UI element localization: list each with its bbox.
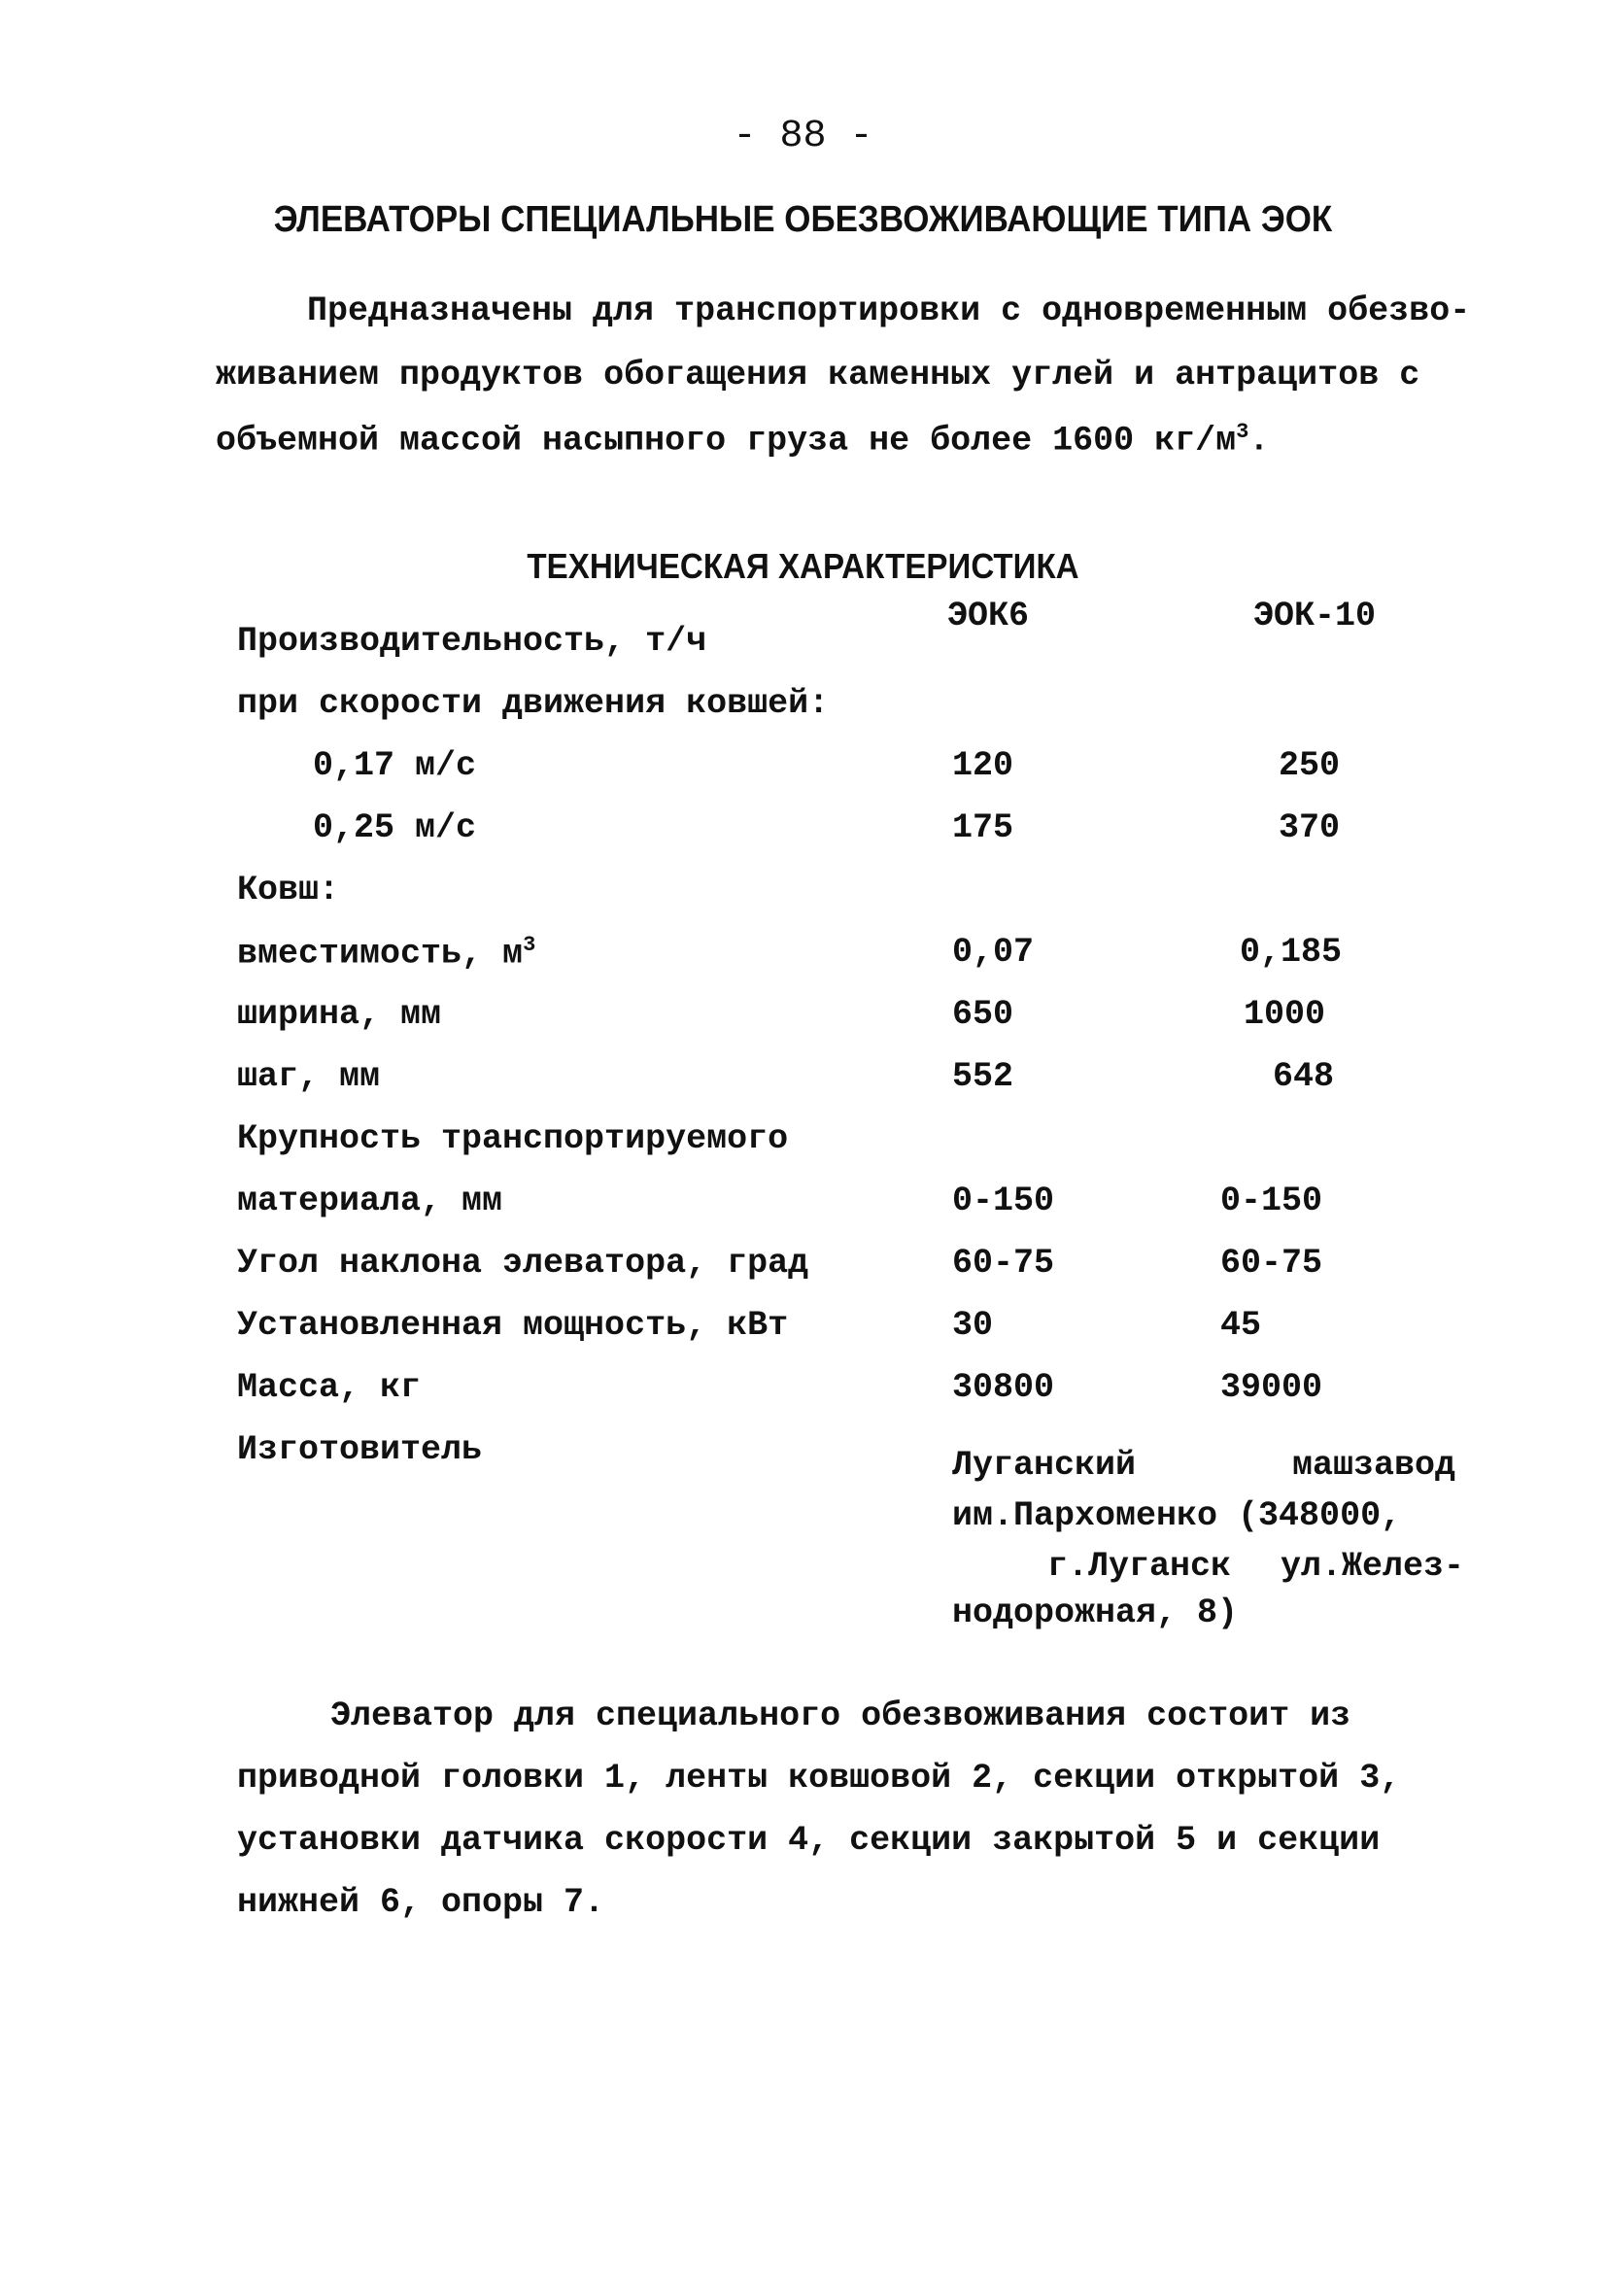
spec-row-label bbox=[313, 746, 476, 785]
intro-line-3-end: . bbox=[1248, 421, 1270, 461]
spec-row-label-text: Установленная мощность, кВт bbox=[237, 1306, 789, 1345]
spec-row-label-text: Угол наклона элеватора, град bbox=[237, 1244, 809, 1283]
spec-cell-eok10: 648 bbox=[1273, 1057, 1335, 1096]
document-title: ЭЛЕВАТОРЫ СПЕЦИАЛЬНЫЕ ОБЕЗВОЖИВАЮЩИЕ ТИПА ЭОК bbox=[273, 199, 1333, 240]
spec-row-label-text: Изготовитель bbox=[237, 1430, 483, 1469]
spec-cell-eok6: 0-150 bbox=[952, 1182, 1055, 1220]
spec-row-label-text: вместимость, м bbox=[237, 934, 524, 974]
description-line-1: Элеватор для специального обезвоживания состоит из bbox=[330, 1696, 1351, 1735]
spec-cell-eok6: 175 bbox=[952, 808, 1014, 847]
spec-cell-eok10: 60-75 bbox=[1220, 1244, 1323, 1283]
spec-cell-eok6: 552 bbox=[952, 1057, 1014, 1096]
manufacturer-line-1a: Луганский bbox=[952, 1446, 1137, 1485]
manufacturer-line-4: нодорожная, 8) bbox=[952, 1593, 1239, 1632]
spec-row-label bbox=[237, 1306, 788, 1345]
spec-row-label bbox=[237, 1244, 808, 1283]
intro-line-3-sup: 3 bbox=[1236, 420, 1249, 444]
manufacturer-line-3b: ул.Желез- bbox=[1281, 1547, 1465, 1586]
description-line-3: установки датчика скорости 4, секции закрытой 5 и секции bbox=[237, 1821, 1381, 1860]
page-number: - 88 - bbox=[733, 115, 873, 158]
spec-row-label-text: Масса, кг bbox=[237, 1368, 422, 1407]
spec-cell-eok6: 30800 bbox=[952, 1368, 1055, 1407]
spec-cell-eok6: 120 bbox=[952, 746, 1014, 785]
spec-row-label-sup: 3 bbox=[523, 933, 536, 957]
spec-row-label-text: Крупность транспортируемого bbox=[237, 1119, 789, 1158]
spec-cell-eok10: 370 bbox=[1279, 808, 1341, 847]
spec-cell-eok10: 0-150 bbox=[1220, 1182, 1323, 1220]
manufacturer-line-3a: г.Луганск bbox=[1047, 1547, 1232, 1586]
spec-row-label-text: материала, мм bbox=[237, 1182, 503, 1220]
spec-row-label-text: Производительность, т/ч bbox=[237, 622, 707, 661]
spec-row-label bbox=[237, 684, 829, 723]
spec-row-label bbox=[237, 622, 706, 661]
description-line-2: приводной головки 1, ленты ковшовой 2, секции открытой 3, bbox=[237, 1759, 1401, 1798]
spec-row-label bbox=[237, 1119, 788, 1158]
manufacturer-line-1b: машзавод bbox=[1292, 1446, 1456, 1485]
spec-row-label bbox=[237, 871, 339, 909]
spec-cell-eok10: 250 bbox=[1279, 746, 1341, 785]
manufacturer-line-2: им.Пархоменко (348000, bbox=[952, 1496, 1402, 1535]
spec-cell-eok6: 30 bbox=[952, 1306, 994, 1345]
description-line-4: нижней 6, опоры 7. bbox=[237, 1883, 605, 1922]
intro-line-2: живанием продуктов обогащения каменных углей и антрацитов с bbox=[216, 356, 1420, 394]
spec-cell-eok10: 0,185 bbox=[1240, 933, 1343, 972]
spec-row-label bbox=[237, 1182, 502, 1220]
spec-cell-eok10: 45 bbox=[1220, 1306, 1262, 1345]
spec-row-label-text: шаг, мм bbox=[237, 1057, 381, 1096]
col-header-b: ЭОК-10 bbox=[1253, 597, 1377, 635]
intro-line-1: Предназначены для транспортировки с одновременным обезво- bbox=[307, 291, 1471, 330]
intro-line-3-text: объемной массой насыпного груза не более 1600 кг/м bbox=[216, 421, 1237, 461]
spec-cell-eok10: 39000 bbox=[1220, 1368, 1323, 1407]
spec-cell-eok10: 1000 bbox=[1244, 995, 1326, 1034]
spec-row-label bbox=[237, 1430, 482, 1469]
spec-title: ТЕХНИЧЕСКАЯ ХАРАКТЕРИСТИКА bbox=[527, 546, 1079, 586]
spec-cell-eok6: 0,07 bbox=[952, 933, 1035, 972]
spec-row-label bbox=[237, 995, 441, 1034]
spec-row-label-text: Ковш: bbox=[237, 871, 340, 909]
col-header-a: ЭОК6 bbox=[947, 597, 1030, 635]
spec-row-label-text: ширина, мм bbox=[237, 995, 442, 1034]
spec-row-label bbox=[313, 808, 476, 847]
spec-row-label bbox=[237, 1368, 421, 1407]
spec-row-label-text: 0,25 м/с bbox=[313, 808, 477, 847]
spec-cell-eok6: 650 bbox=[952, 995, 1014, 1034]
spec-row-label-text: при скорости движения ковшей: bbox=[237, 684, 830, 723]
spec-row-label bbox=[237, 933, 535, 974]
spec-cell-eok6: 60-75 bbox=[952, 1244, 1055, 1283]
spec-row-label-text: 0,17 м/с bbox=[313, 746, 477, 785]
intro-line-3 bbox=[216, 420, 1269, 461]
spec-row-label bbox=[237, 1057, 380, 1096]
